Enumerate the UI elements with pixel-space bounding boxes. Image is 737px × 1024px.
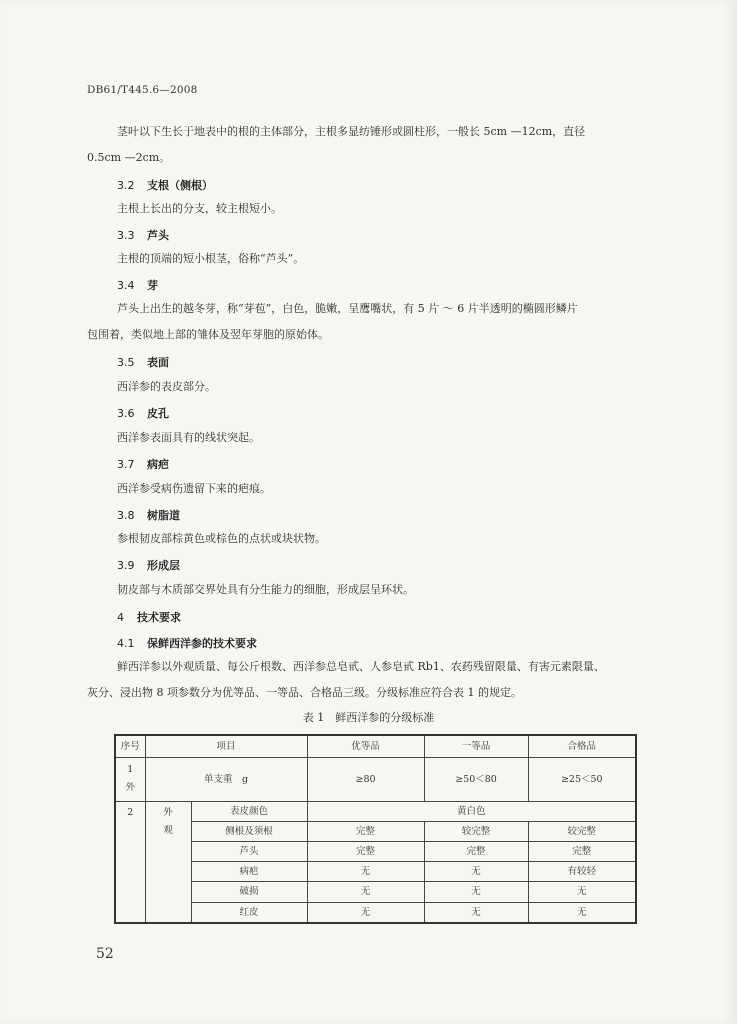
value-cell: 无: [424, 862, 528, 882]
grading-table: [114, 734, 637, 924]
value-cell: 无: [307, 862, 424, 882]
row-number: 1: [127, 764, 134, 775]
header-cell-first-grade: 一等品: [424, 735, 528, 757]
table-caption: 表 1 鲜西洋参的分级标准: [302, 711, 435, 724]
value-cell: 无: [307, 882, 424, 902]
value-cell: 较完整: [528, 821, 636, 841]
value-cell: 无: [307, 902, 424, 923]
section-heading-3-8: [117, 507, 180, 523]
table-row: [115, 882, 636, 902]
paragraph-3-2: 主根上长出的分支，较主根短小。: [117, 202, 282, 215]
section-title: 表面: [147, 356, 169, 369]
paragraph-3-5: 西洋参的表皮部分。: [117, 380, 216, 393]
paragraph-3-6: 西洋参表面具有的线状突起。: [117, 431, 260, 444]
section-title: 皮孔: [147, 407, 169, 420]
section-number: 4.1: [117, 637, 135, 650]
section-number: 4: [117, 611, 124, 624]
section-heading-3-7: [117, 456, 169, 472]
table-row: [115, 821, 636, 841]
table-row: [115, 801, 636, 821]
value-cell: 完整: [307, 821, 424, 841]
paragraph-3-8: 参根韧皮部棕黄色或棕色的点状或块状物。: [117, 532, 326, 545]
value-cell: ≥80: [307, 757, 424, 801]
category-char: 观: [163, 824, 173, 836]
section-heading-3-3: [117, 227, 169, 243]
merged-value-cell: 黄白色: [307, 801, 636, 821]
paragraph-3-3: 主根的顶端的短小根茎，俗称“芦头”。: [117, 252, 305, 265]
value-cell: 较完整: [424, 821, 528, 841]
item-cell: 单支重 g: [145, 757, 307, 801]
section-heading-3-6: [117, 405, 169, 421]
paragraph-4-1-line2: 灰分、浸出物 8 项参数分为优等品、一等品、合格品三级。分级标准应符合表 1 的规定。: [87, 686, 522, 699]
row-number-sub: 外: [125, 782, 135, 793]
paragraph-3-7: 西洋参受病伤遗留下来的疤痕。: [117, 482, 271, 495]
section-number: 3.7: [117, 458, 135, 471]
section-title: 芦头: [147, 229, 169, 242]
item-cell: 红皮: [191, 902, 307, 923]
paragraph-main-root-line1: 茎叶以下生长于地表中的根的主体部分，主根多显纺锤形或圆柱形，一般长 5cm —12cm，直径: [117, 125, 586, 138]
item-cell: 破损: [191, 882, 307, 902]
value-cell: 有较轻: [528, 862, 636, 882]
section-title: 形成层: [147, 559, 180, 572]
section-heading-4: [117, 609, 181, 625]
section-title: 技术要求: [137, 611, 181, 624]
paragraph-main-root-line2: 0.5cm —2cm。: [87, 151, 171, 164]
category-cell: [145, 801, 191, 923]
table-row: [115, 862, 636, 882]
paragraph-3-4-line2: 包围着，类似地上部的雏体及翌年芽胞的原始体。: [87, 328, 329, 341]
value-cell: 无: [528, 882, 636, 902]
standard-code-header: DB61/T445.6—2008: [87, 84, 198, 96]
section-heading-4-1: [117, 635, 257, 651]
value-cell: 完整: [424, 841, 528, 861]
section-title: 保鲜西洋参的技术要求: [147, 637, 257, 650]
section-number: 3.6: [117, 407, 135, 420]
value-cell: 无: [528, 902, 636, 923]
paragraph-3-4-line1: 芦头上出生的越冬芽，称“芽苞”，白色，脆嫩，呈鹰嘴状，有 5 片 ～ 6 片半透明的椭圆形鳞片: [117, 302, 578, 315]
header-cell-item: 项目: [145, 735, 307, 757]
section-title: 芽: [147, 279, 158, 292]
header-cell-premium: 优等品: [307, 735, 424, 757]
table-row: [115, 757, 636, 801]
paragraph-4-1-line1: 鲜西洋参以外观质量、每公斤根数、西洋参总皂甙、人参皂甙 Rb1、农药残留限量、有害元素限量、: [117, 660, 605, 673]
value-cell: 无: [424, 882, 528, 902]
table-header-row: [115, 735, 636, 757]
section-heading-3-2: [117, 177, 213, 193]
item-cell: 芦头: [191, 841, 307, 861]
value-cell: ≥50＜80: [424, 757, 528, 801]
section-number: 3.8: [117, 509, 135, 522]
section-heading-3-5: [117, 354, 169, 370]
category-char: 外: [163, 806, 173, 818]
section-title: 树脂道: [147, 509, 180, 522]
section-number: 3.5: [117, 356, 135, 369]
section-number: 3.4: [117, 279, 135, 292]
page-number: 52: [96, 946, 114, 962]
item-cell: 表皮颜色: [191, 801, 307, 821]
section-number: 3.3: [117, 229, 135, 242]
table-row: [115, 841, 636, 861]
section-heading-3-9: [117, 557, 180, 573]
row-number-cell: 2: [115, 801, 145, 923]
section-number: 3.9: [117, 559, 135, 572]
item-cell: 侧根及须根: [191, 821, 307, 841]
header-cell-no: 序号: [115, 735, 145, 757]
header-cell-qualified: 合格品: [528, 735, 636, 757]
section-heading-3-4: [117, 277, 158, 293]
paragraph-3-9: 韧皮部与木质部交界处具有分生能力的细胞，形成层呈环状。: [117, 583, 414, 596]
value-cell: 完整: [528, 841, 636, 861]
table-row: [115, 902, 636, 923]
row-number-cell: [115, 757, 145, 801]
value-cell: 无: [424, 902, 528, 923]
item-cell: 病疤: [191, 862, 307, 882]
section-number: 3.2: [117, 179, 135, 192]
section-title: 支根（侧根）: [147, 179, 213, 192]
value-cell: ≥25＜50: [528, 757, 636, 801]
section-title: 病疤: [147, 458, 169, 471]
value-cell: 完整: [307, 841, 424, 861]
